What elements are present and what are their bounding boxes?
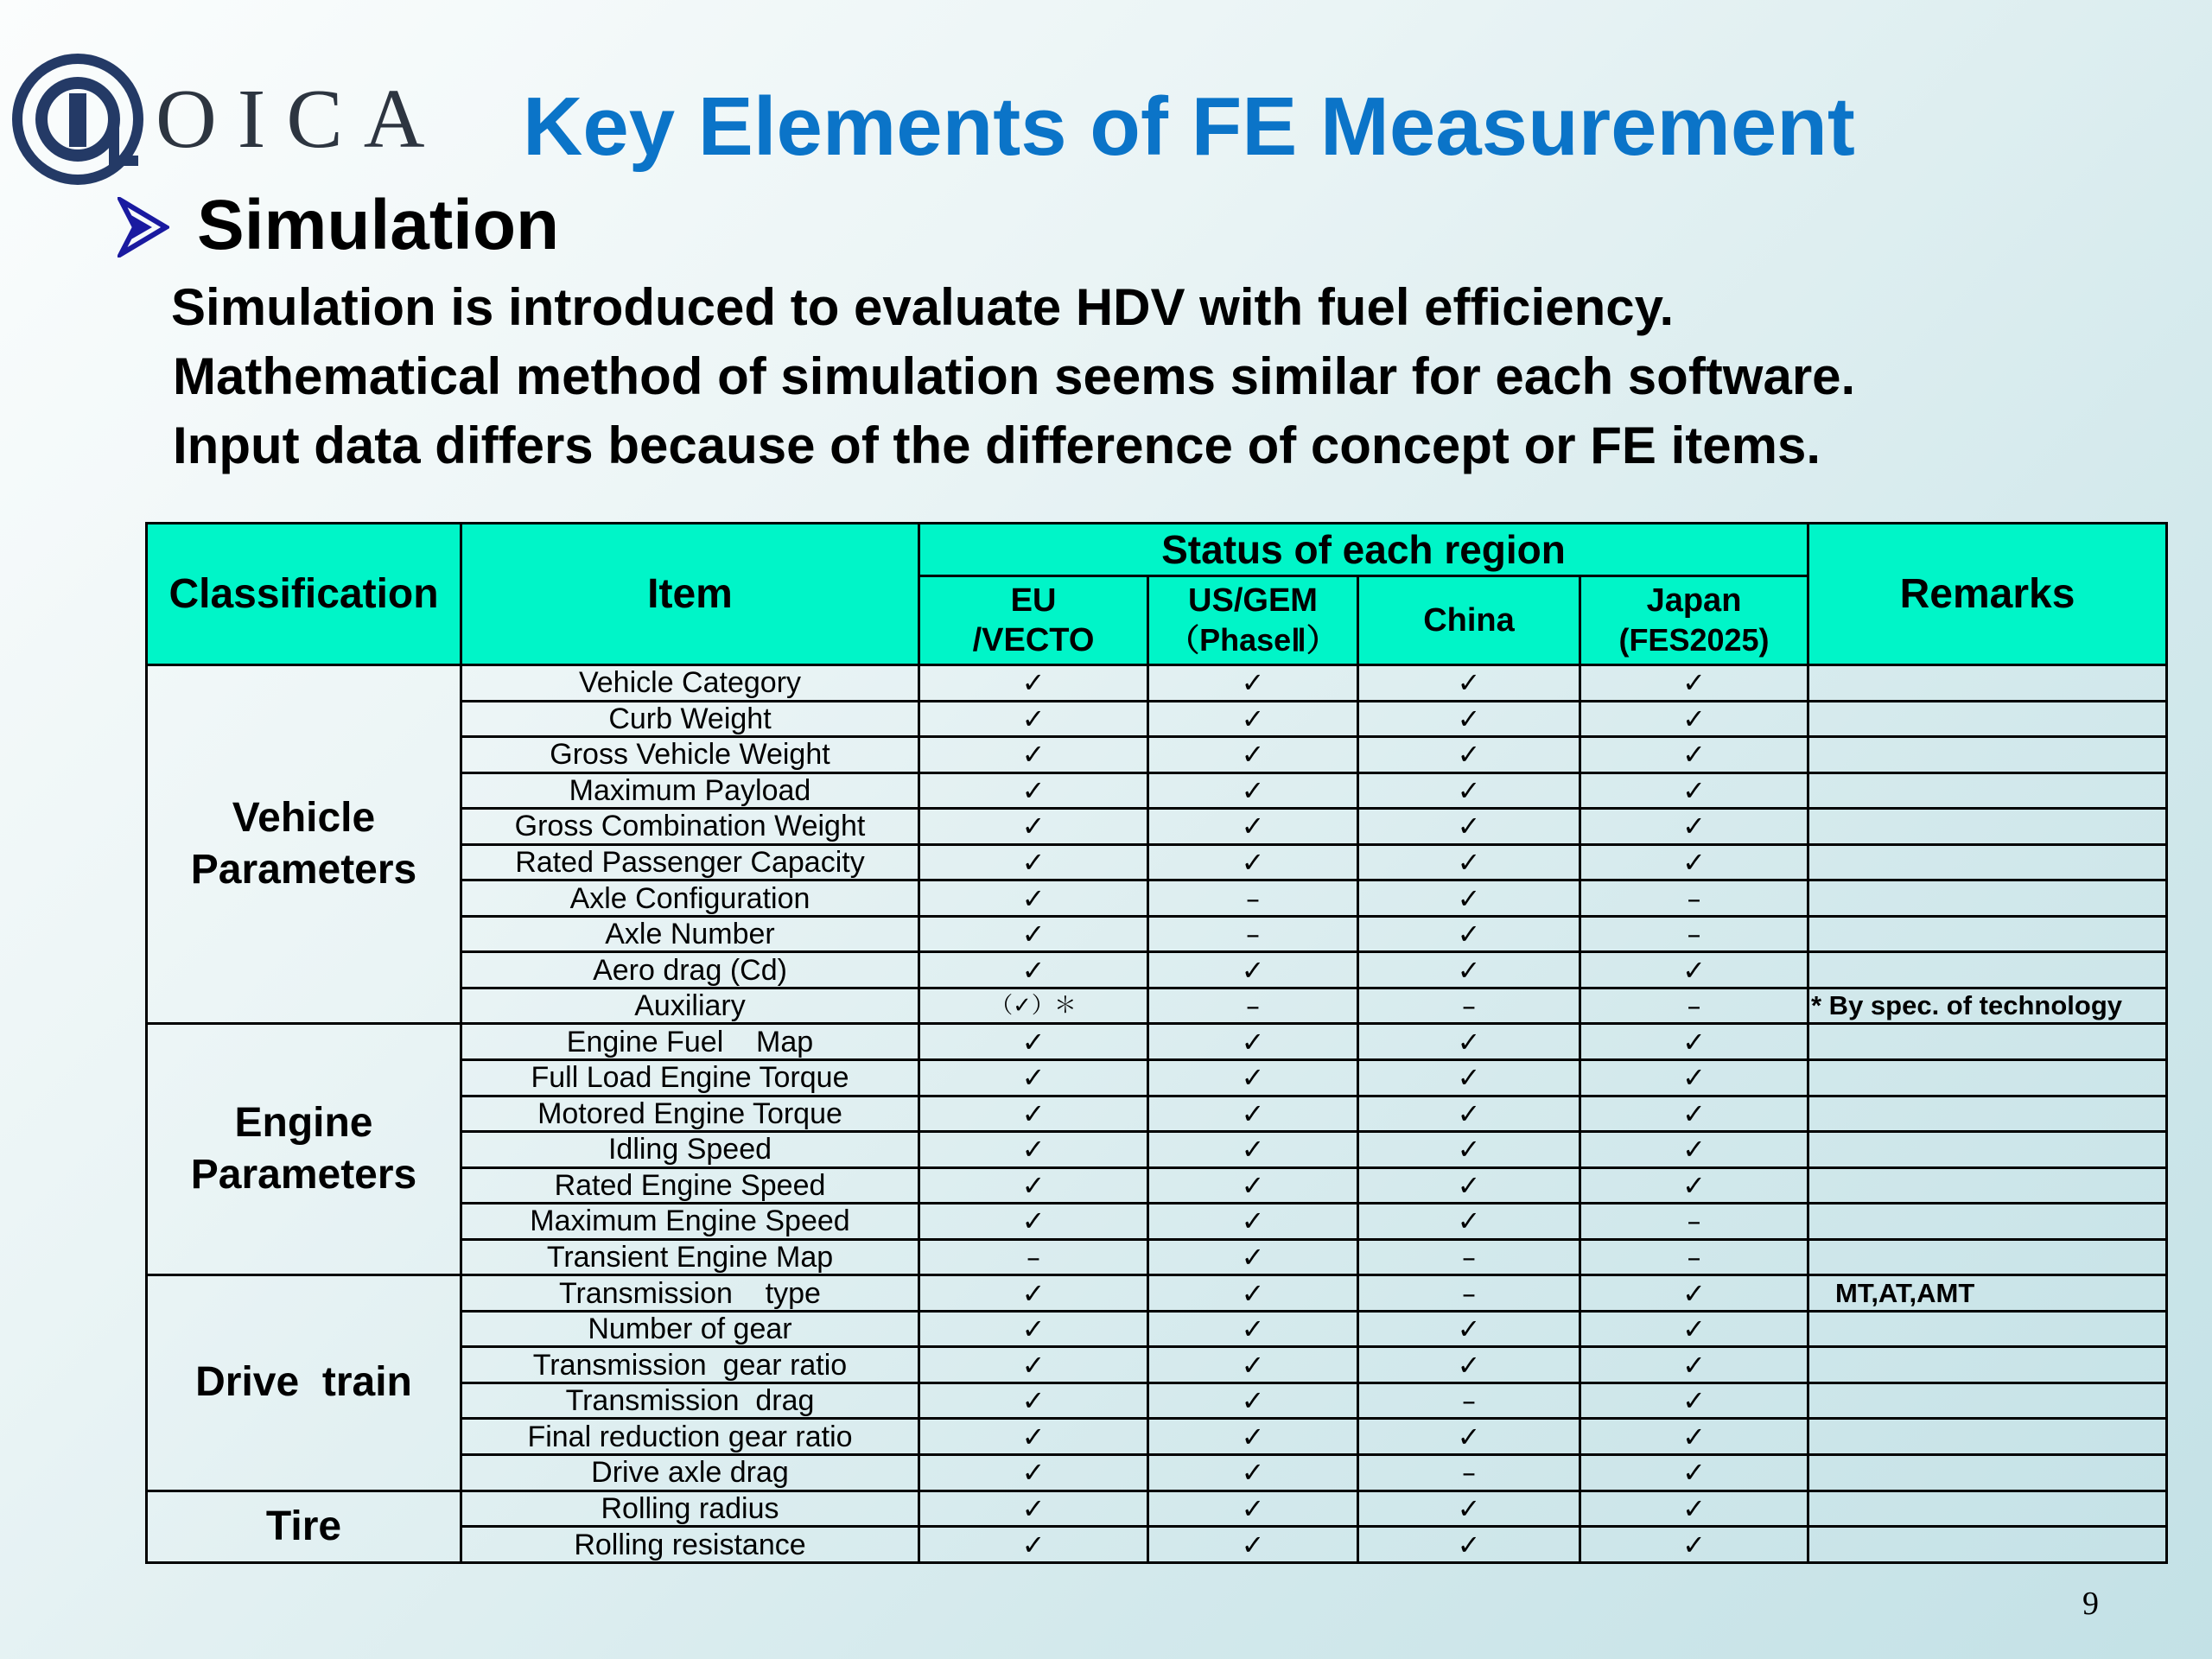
us-status: ✓	[1148, 1527, 1358, 1563]
item-cell: Axle Number	[461, 916, 919, 952]
group-label: Parameters	[190, 847, 417, 893]
header-eu-line2: /VECTO	[972, 622, 1095, 658]
china-status: ✓	[1358, 916, 1580, 952]
us-status: –	[1148, 988, 1358, 1024]
item-cell: Idling Speed	[461, 1132, 919, 1168]
remark-cell	[1808, 1455, 2167, 1491]
header-eu-line1: EU	[1010, 582, 1057, 619]
item-cell: Final reduction gear ratio	[461, 1419, 919, 1455]
us-status: ✓	[1148, 737, 1358, 773]
us-status: ✓	[1148, 1455, 1358, 1491]
eu-status: ✓	[919, 1419, 1148, 1455]
item-cell: Maximum Engine Speed	[461, 1204, 919, 1240]
item-cell: Number of gear	[461, 1311, 919, 1347]
us-status: ✓	[1148, 701, 1358, 737]
header-japan-line2: (FES2025)	[1618, 622, 1770, 658]
eu-status: ✓	[919, 1527, 1148, 1563]
group-drive-train	[147, 1275, 461, 1491]
intro-text	[171, 273, 1855, 480]
header-eu	[919, 576, 1148, 665]
remark-cell	[1808, 1024, 2167, 1060]
us-status: ✓	[1148, 1311, 1358, 1347]
item-cell: Vehicle Category	[461, 665, 919, 702]
japan-status: ✓	[1580, 665, 1808, 702]
remark-cell	[1808, 772, 2167, 809]
us-status: ✓	[1148, 1347, 1358, 1383]
china-status: ✓	[1358, 1024, 1580, 1060]
china-status: ✓	[1358, 1060, 1580, 1096]
japan-status: ✓	[1580, 952, 1808, 988]
china-status: ✓	[1358, 772, 1580, 809]
remark-cell	[1808, 701, 2167, 737]
us-status: –	[1148, 916, 1358, 952]
japan-status: –	[1580, 1204, 1808, 1240]
eu-status: ✓	[919, 952, 1148, 988]
remark-cell	[1808, 1204, 2167, 1240]
china-status: –	[1358, 1275, 1580, 1312]
china-status: ✓	[1358, 701, 1580, 737]
page-number: 9	[2082, 1586, 2099, 1622]
remark-cell	[1808, 880, 2167, 917]
eu-status: ✓	[919, 1167, 1148, 1204]
item-cell: Curb Weight	[461, 701, 919, 737]
section-heading: Simulation	[197, 186, 560, 264]
remark-cell	[1808, 844, 2167, 880]
china-status: ✓	[1358, 665, 1580, 702]
item-cell: Drive axle drag	[461, 1455, 919, 1491]
china-status: ✓	[1358, 1419, 1580, 1455]
us-status: –	[1148, 880, 1358, 917]
item-cell: Gross Vehicle Weight	[461, 737, 919, 773]
japan-status: ✓	[1580, 1024, 1808, 1060]
us-status: ✓	[1148, 1096, 1358, 1132]
remark-cell	[1808, 1382, 2167, 1419]
us-status: ✓	[1148, 1491, 1358, 1527]
item-cell: Transient Engine Map	[461, 1239, 919, 1275]
intro-line: Simulation is introduced to evaluate HDV with fuel efficiency.	[171, 278, 1675, 336]
china-status: ✓	[1358, 1527, 1580, 1563]
us-status: ✓	[1148, 1239, 1358, 1275]
eu-status: ✓	[919, 772, 1148, 809]
china-status: ✓	[1358, 1347, 1580, 1383]
eu-status: ✓	[919, 1096, 1148, 1132]
item-cell: Transmission type	[461, 1275, 919, 1312]
remark-cell	[1808, 1060, 2167, 1096]
remark-cell	[1808, 952, 2167, 988]
header-item: Item	[461, 524, 919, 665]
us-status: ✓	[1148, 1024, 1358, 1060]
eu-status: ✓	[919, 1275, 1148, 1312]
remark-cell: MT,AT,AMT	[1808, 1275, 2167, 1312]
item-cell: Aero drag (Cd)	[461, 952, 919, 988]
item-cell: Auxiliary	[461, 988, 919, 1024]
page-title: Key Elements of FE Measurement	[523, 80, 1855, 173]
japan-status: –	[1580, 916, 1808, 952]
us-status: ✓	[1148, 772, 1358, 809]
japan-status: ✓	[1580, 1311, 1808, 1347]
japan-status: ✓	[1580, 1347, 1808, 1383]
remark-cell	[1808, 1491, 2167, 1527]
remark-cell	[1808, 1239, 2167, 1275]
remark-cell	[1808, 1419, 2167, 1455]
china-status: ✓	[1358, 952, 1580, 988]
japan-status: ✓	[1580, 1527, 1808, 1563]
eu-status: ✓	[919, 916, 1148, 952]
item-cell: Rolling resistance	[461, 1527, 919, 1563]
header-status-region: Status of each region	[919, 524, 1808, 576]
japan-status: ✓	[1580, 809, 1808, 845]
eu-status: ✓	[919, 880, 1148, 917]
china-status: –	[1358, 1382, 1580, 1419]
japan-status: –	[1580, 1239, 1808, 1275]
japan-status: ✓	[1580, 1382, 1808, 1419]
header-japan-line1: Japan	[1646, 582, 1742, 619]
eu-status: ✓	[919, 1491, 1148, 1527]
header-us-line2: （PhaseⅡ）	[1168, 622, 1338, 658]
japan-status: ✓	[1580, 737, 1808, 773]
intro-line: Mathematical method of simulation seems similar for each software.	[173, 347, 1856, 405]
japan-status: ✓	[1580, 1491, 1808, 1527]
fe-elements-table	[145, 522, 2168, 1564]
japan-status: ✓	[1580, 1167, 1808, 1204]
japan-status: ✓	[1580, 1096, 1808, 1132]
japan-status: ✓	[1580, 772, 1808, 809]
japan-status: ✓	[1580, 701, 1808, 737]
eu-status: ✓	[919, 844, 1148, 880]
china-status: ✓	[1358, 809, 1580, 845]
arrow-bullet-icon	[118, 197, 169, 257]
header-remarks: Remarks	[1808, 524, 2167, 665]
us-status: ✓	[1148, 665, 1358, 702]
china-status: –	[1358, 988, 1580, 1024]
china-status: ✓	[1358, 1491, 1580, 1527]
remark-cell: * By spec. of technology	[1808, 988, 2167, 1024]
eu-status: ✓	[919, 737, 1148, 773]
item-cell: Motored Engine Torque	[461, 1096, 919, 1132]
us-status: ✓	[1148, 844, 1358, 880]
item-cell: Gross Combination Weight	[461, 809, 919, 845]
remark-cell	[1808, 1527, 2167, 1563]
remark-cell	[1808, 809, 2167, 845]
china-status: ✓	[1358, 844, 1580, 880]
remark-cell	[1808, 1347, 2167, 1383]
item-cell: Rated Engine Speed	[461, 1167, 919, 1204]
us-status: ✓	[1148, 1275, 1358, 1312]
japan-status: ✓	[1580, 1060, 1808, 1096]
china-status: ✓	[1358, 1167, 1580, 1204]
us-status: ✓	[1148, 1132, 1358, 1168]
japan-status: ✓	[1580, 1132, 1808, 1168]
eu-status: ✓	[919, 809, 1148, 845]
japan-status: ✓	[1580, 1455, 1808, 1491]
japan-status: ✓	[1580, 1419, 1808, 1455]
group-tire	[147, 1491, 461, 1562]
china-status: ✓	[1358, 1204, 1580, 1240]
remark-cell	[1808, 1132, 2167, 1168]
remark-cell	[1808, 1167, 2167, 1204]
us-status: ✓	[1148, 1060, 1358, 1096]
logo-text: OICA	[156, 73, 446, 166]
header-us-line1: US/GEM	[1188, 582, 1318, 619]
eu-status: –	[919, 1239, 1148, 1275]
group-engine-parameters	[147, 1024, 461, 1275]
eu-status: ✓	[919, 1132, 1148, 1168]
group-label: Vehicle	[232, 795, 376, 842]
japan-status: ✓	[1580, 1275, 1808, 1312]
china-status: ✓	[1358, 737, 1580, 773]
remark-cell	[1808, 737, 2167, 773]
remark-cell	[1808, 1096, 2167, 1132]
japan-status: ✓	[1580, 844, 1808, 880]
group-label: Engine	[234, 1100, 373, 1147]
us-status: ✓	[1148, 809, 1358, 845]
china-status: –	[1358, 1239, 1580, 1275]
japan-status: –	[1580, 988, 1808, 1024]
remark-cell	[1808, 665, 2167, 702]
china-status: ✓	[1358, 1096, 1580, 1132]
china-status: ✓	[1358, 1311, 1580, 1347]
us-status: ✓	[1148, 1167, 1358, 1204]
item-cell: Transmission drag	[461, 1382, 919, 1419]
remark-cell	[1808, 1311, 2167, 1347]
eu-status: ✓	[919, 1204, 1148, 1240]
china-status: –	[1358, 1455, 1580, 1491]
japan-status: –	[1580, 880, 1808, 917]
china-status: ✓	[1358, 880, 1580, 917]
item-cell: Axle Configuration	[461, 880, 919, 917]
remark-cell	[1808, 916, 2167, 952]
group-label: Drive train	[195, 1359, 412, 1406]
eu-status: ✓	[919, 1382, 1148, 1419]
group-label: Tire	[265, 1503, 342, 1549]
eu-status: ✓	[919, 1311, 1148, 1347]
us-status: ✓	[1148, 952, 1358, 988]
us-status: ✓	[1148, 1382, 1358, 1419]
item-cell: Maximum Payload	[461, 772, 919, 809]
eu-status: ✓	[919, 665, 1148, 702]
item-cell: Full Load Engine Torque	[461, 1060, 919, 1096]
item-cell: Rated Passenger Capacity	[461, 844, 919, 880]
header-japan	[1580, 576, 1808, 665]
header-classification: Classification	[147, 524, 461, 665]
item-cell: Rolling radius	[461, 1491, 919, 1527]
eu-status: ✓	[919, 1024, 1148, 1060]
group-vehicle-parameters	[147, 665, 461, 1024]
header-us	[1148, 576, 1358, 665]
group-label: Parameters	[190, 1152, 417, 1198]
eu-status: ✓	[919, 1060, 1148, 1096]
header-china: China	[1358, 576, 1580, 665]
us-status: ✓	[1148, 1419, 1358, 1455]
eu-status: ✓	[919, 1455, 1148, 1491]
china-status: ✓	[1358, 1132, 1580, 1168]
eu-status: （✓）＊	[919, 988, 1148, 1024]
us-status: ✓	[1148, 1204, 1358, 1240]
item-cell: Transmission gear ratio	[461, 1347, 919, 1383]
intro-line: Input data differs because of the difference of concept or FE items.	[173, 416, 1821, 474]
eu-status: ✓	[919, 1347, 1148, 1383]
eu-status: ✓	[919, 701, 1148, 737]
item-cell: Engine Fuel Map	[461, 1024, 919, 1060]
